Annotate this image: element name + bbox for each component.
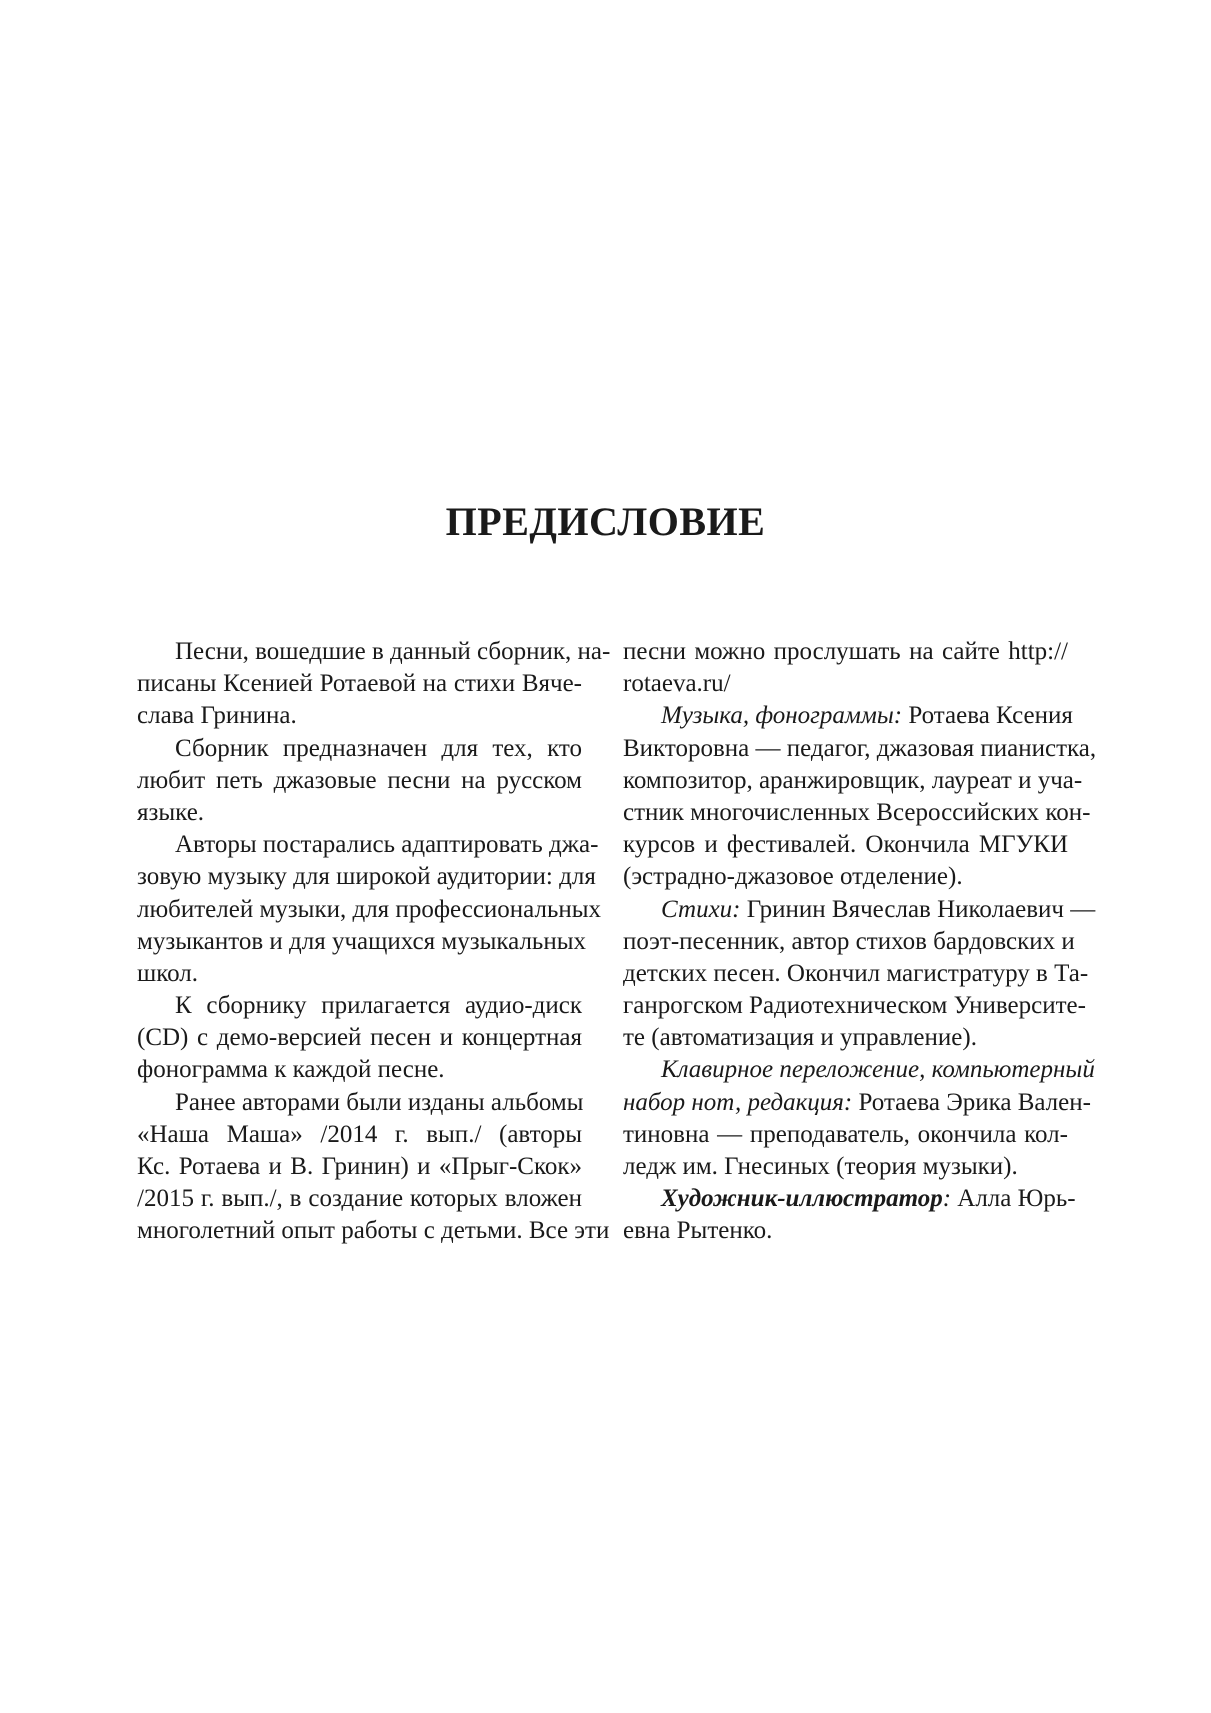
- text-line: [137, 668, 582, 700]
- text-line: [623, 797, 1091, 829]
- italic-label: Музыка, фонограммы:: [661, 702, 903, 730]
- text-line: [623, 894, 1096, 926]
- line-text: Ранее авторами были изданы альбомы: [175, 1088, 584, 1116]
- text-line: [137, 894, 602, 926]
- text-line: [137, 926, 587, 958]
- text-line: [623, 958, 1089, 990]
- text-line: [137, 861, 596, 893]
- line-text: Ротаева Эрика Вален-: [852, 1088, 1091, 1116]
- text-line: [623, 700, 1073, 732]
- text-line: [623, 1151, 1068, 1183]
- line-text: Сборник предназначен для тех, кто: [175, 734, 582, 762]
- text-line: [137, 636, 611, 668]
- text-line: [623, 861, 1068, 893]
- text-line: [623, 1022, 1068, 1054]
- line-text: /2015 г. вып./, в создание которых вложен: [137, 1185, 582, 1213]
- text-line: [623, 1087, 1091, 1119]
- italic-label: набор нот, редакция:: [623, 1088, 853, 1116]
- line-text: Кс. Ротаева и В. Гринин) и «Прыг-Скок»: [137, 1153, 582, 1180]
- text-line: [137, 958, 582, 990]
- line-text: детских песен. Окончил магистратуру в Та-: [623, 959, 1089, 987]
- line-text: многолетний опыт работы с детьми. Все эти: [137, 1217, 610, 1245]
- line-text: школ.: [137, 959, 199, 987]
- line-text: rotaeva.ru/: [623, 670, 731, 698]
- line-text: (эстрадно-джазовое отделение).: [623, 863, 963, 891]
- text-line: [137, 733, 582, 765]
- line-text: языке.: [137, 798, 205, 826]
- page-title: ПРЕДИСЛОВИЕ: [445, 499, 766, 544]
- line-text: Песни, вошедшие в данный сборник, на-: [175, 638, 611, 665]
- text-line: [137, 1215, 610, 1247]
- line-text: «Наша Маша» /2014 г. вып./ (авторы: [137, 1120, 582, 1148]
- text-line: [623, 1183, 1076, 1215]
- line-text: песни можно прослушать на сайте http://: [623, 638, 1068, 665]
- text-line: [623, 765, 1083, 797]
- text-line: [137, 829, 599, 861]
- text-line: [623, 668, 1068, 700]
- line-text: Гринин Вячеслав Николаевич —: [740, 895, 1096, 923]
- line-text: Ротаева Ксения: [902, 702, 1073, 730]
- text-line: [137, 797, 582, 829]
- text-line: [137, 765, 582, 797]
- text-line: [623, 829, 1068, 861]
- line-text: зовую музыку для широкой аудитории: для: [137, 863, 596, 891]
- italic-label: Клавирное переложение, компьютерный: [661, 1056, 1095, 1084]
- line-text: курсов и фестивалей. Окончила МГУКИ: [623, 831, 1068, 859]
- line-text: евна Рытенко.: [623, 1217, 773, 1245]
- left-column: [137, 636, 611, 1248]
- line-text: стник многочисленных Всероссийских кон-: [623, 798, 1091, 826]
- text-line: [137, 700, 582, 732]
- text-line: [623, 990, 1086, 1022]
- text-line: [137, 1087, 582, 1119]
- line-text: ганрогском Радиотехническом Университе-: [623, 992, 1086, 1020]
- line-text: тиновна — преподаватель, окончила кол-: [623, 1120, 1068, 1148]
- line-text: (CD) с демо-версией песен и концертная: [137, 1024, 582, 1052]
- line-text: Авторы постарались адаптировать джа-: [175, 831, 599, 859]
- text-line: [137, 1054, 582, 1086]
- line-text: любит петь джазовые песни на русском: [137, 766, 582, 794]
- line-text: поэт-песенник, автор стихов бардовских и: [623, 927, 1075, 955]
- line-text: музыкантов и для учащихся музыкальных: [137, 927, 587, 955]
- text-line: [137, 1022, 582, 1054]
- text-line: [623, 1054, 1095, 1086]
- text-line: [623, 636, 1068, 668]
- line-text: Алла Юрь-: [951, 1185, 1076, 1213]
- text-line: [623, 733, 1097, 765]
- bold-italic-label: Художник-иллюстратор: [661, 1185, 943, 1213]
- line-text: писаны Ксенией Ротаевой на стихи Вяче-: [137, 670, 582, 698]
- line-text: композитор, аранжировщик, лауреат и уча-: [623, 766, 1083, 794]
- text-line: [137, 990, 582, 1022]
- line-text: слава Гринина.: [137, 702, 297, 730]
- text-line: [137, 1119, 582, 1151]
- text-line: [137, 1183, 582, 1215]
- italic-label: Стихи:: [661, 895, 741, 923]
- line-text: любителей музыки, для профессиональных: [137, 895, 602, 923]
- right-column: [623, 636, 1097, 1248]
- line-text: ледж им. Гнесиных (теория музыки).: [623, 1153, 1018, 1180]
- text-line: [623, 1215, 1068, 1247]
- text-line: [623, 1119, 1068, 1151]
- line-text: Викторовна — педагог, джазовая пианистка,: [623, 734, 1097, 762]
- line-text: те (автоматизация и управление).: [623, 1024, 977, 1052]
- text-line: [137, 1151, 582, 1183]
- text-line: [623, 926, 1075, 958]
- line-text: фонограмма к каждой песне.: [137, 1056, 445, 1084]
- line-text: К сборнику прилагается аудио-диск: [175, 992, 582, 1020]
- italic-label: :: [942, 1185, 952, 1213]
